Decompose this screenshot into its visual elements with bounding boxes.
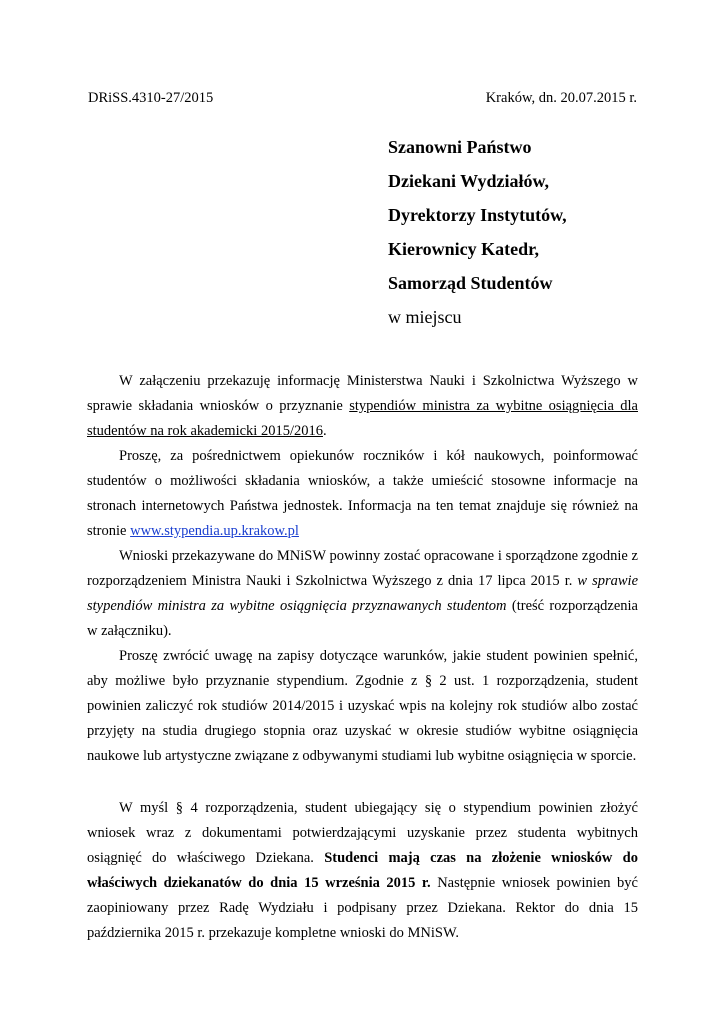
paragraph-5-text-b: Następnie wniosek powinien być zaopiniowany przez Radę Wydziału i podpisany przez Dziekana. Rektor do dnia 15 października 2015 r. przekazuje kompletne wnioski do MNiSW.	[87, 875, 638, 941]
addressee-line-3: Dyrektorzy Instytutów,	[388, 205, 567, 225]
paragraph-3-text-a: Wnioski przekazywane do MNiSW powinny zostać opracowane i sporządzone zgodnie z rozporządzeniem Ministra Nauki i Szkolnictwa Wyższego z dnia 17 lipca 2015 r.	[87, 548, 638, 589]
paragraph-5-deadline-bold: Studenci mają czas na złożenie wniosków do właściwych dziekanatów do dnia 15 września 2015 r.	[87, 850, 638, 891]
document-date: Kraków, dn. 20.07.2015 r.	[485, 90, 637, 106]
paragraph-2	[87, 444, 638, 544]
paragraph-3	[87, 544, 638, 644]
addressee-place: w miejscu	[388, 307, 462, 327]
addressee-line-2: Dziekani Wydziałów,	[388, 171, 550, 191]
addressee-line-5: Samorząd Studentów	[388, 273, 553, 293]
paragraph-1-underlined-text: stypendiów ministra za wybitne osiągnięcia dla studentów na rok akademicki 2015/2016	[87, 398, 638, 439]
paragraph-1	[87, 369, 638, 444]
addressee-line-4: Kierownicy Katedr,	[388, 239, 539, 259]
paragraph-5	[87, 796, 638, 946]
paragraph-1-text-b: .	[322, 423, 327, 439]
paragraph-4	[87, 644, 638, 769]
addressee-line-1: Szanowni Państwo	[388, 137, 532, 157]
paragraph-4-text: Proszę zwrócić uwagę na zapisy dotyczące warunków, jakie student powinien spełnić, aby możliwe było przyznanie stypendium. Zgodnie z § 2 ust. 1 rozporządzenia, student powinien zaliczyć rok studiów 2014/2015 i uzyskać wpis na kolejny rok studiów albo zostać przyjęty na studia drugiego stopnia oraz uzyskać w okresie studiów wybitne osiągnięcia naukowe lub artystyczne związane z odbywanymi studiami lub wybitne osiągnięcia w sporcie.	[87, 648, 638, 764]
document-reference-number: DRiSS.4310-27/2015	[88, 90, 214, 106]
paragraph-5-text-a: W myśl § 4 rozporządzenia, student ubiegający się o stypendium powinien złożyć wniosek wraz z dokumentami potwierdzającymi uzyskanie przez studenta wybitnych osiągnięć do właściwego Dziekana.	[87, 800, 638, 866]
paragraph-1-text-a: W załączeniu przekazuję informację Ministerstwa Nauki i Szkolnictwa Wyższego w sprawie składania wniosków o przyznanie	[87, 373, 638, 414]
paragraph-3-text-b: (treść rozporządzenia w załączniku).	[87, 598, 638, 639]
paragraph-3-regulation-title: w sprawie stypendiów ministra za wybitne osiągnięcia przyznawanych studentom	[87, 573, 639, 614]
stypendia-website-link[interactable]: www.stypendia.up.krakow.pl	[130, 523, 299, 539]
paragraph-2-text: Proszę, za pośrednictwem opiekunów roczników i kół naukowych, poinformować studentów o możliwości składania wniosków, a także umieścić stosowne informacje na stronach internetowych Państwa jednostek. Informacja na ten temat znajduje się również na stronie	[87, 448, 638, 539]
